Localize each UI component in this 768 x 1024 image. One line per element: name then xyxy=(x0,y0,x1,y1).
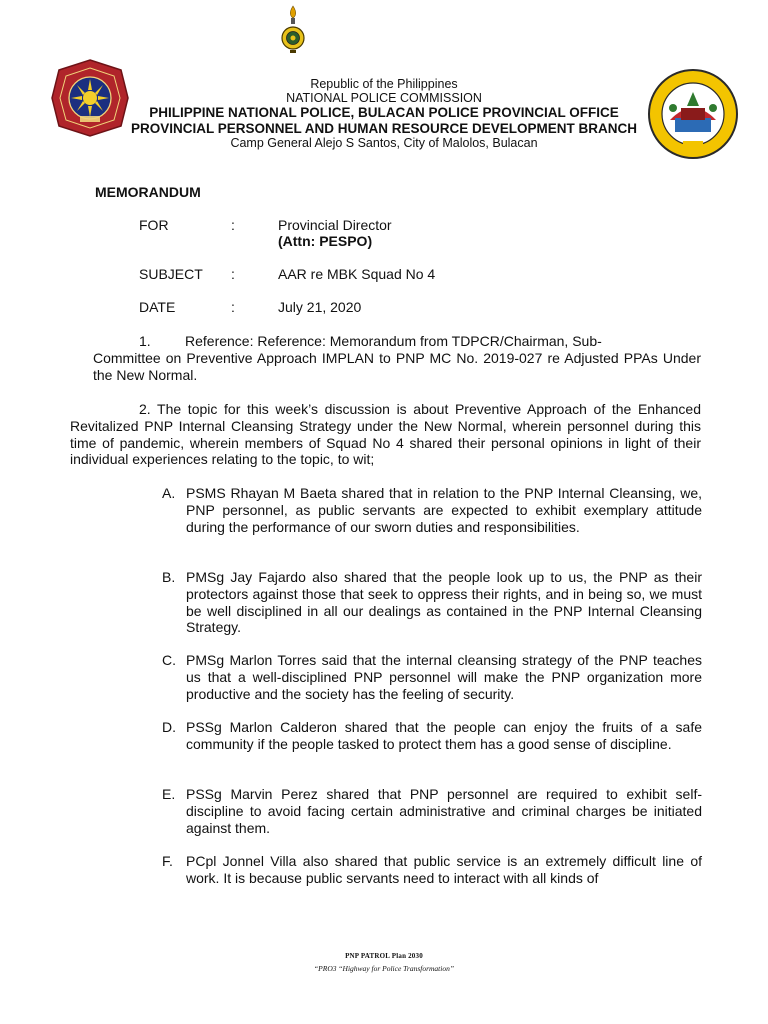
list-item-text: PSSg Marlon Calderon shared that the people can enjoy the fruits of a safe community if the people tasked to protect them has a good sense of discipline. xyxy=(186,719,702,752)
header-republic: Republic of the Philippines xyxy=(310,77,458,91)
for-colon: : xyxy=(231,217,235,233)
footer-tagline: “PRO3 “Highway for Police Transformation” xyxy=(313,964,454,973)
header-address: Camp General Alejo S Santos, City of Malolos, Bulacan xyxy=(230,136,538,150)
paragraph-1-rest: Committee on Preventive Approach IMPLAN to PNP MC No. 2019-027 re Adjusted PPAs Under the New Normal. xyxy=(93,350,701,383)
list-item-text: PSSg Marvin Perez shared that PNP personnel are required to exhibit self-discipline to avoid facing certain administrative and criminal charges be initiated against them. xyxy=(186,786,702,836)
list-item-letter: C. xyxy=(162,652,176,668)
list-item-letter: F. xyxy=(162,853,173,869)
header-branch: PROVINCIAL PERSONNEL AND HUMAN RESOURCE DEVELOPMENT BRANCH xyxy=(130,121,638,136)
for-label: FOR xyxy=(139,217,169,233)
subject-value: AAR re MBK Squad No 4 xyxy=(278,266,436,282)
date-colon: : xyxy=(231,299,235,315)
for-value: Provincial Director xyxy=(278,217,392,233)
subject-colon: : xyxy=(231,266,235,282)
paragraph-1-number: 1. xyxy=(139,333,151,349)
memo-title: MEMORANDUM xyxy=(95,184,201,200)
list-item-letter: A. xyxy=(162,485,176,501)
date-label: DATE xyxy=(139,299,176,315)
list-item-text: PMSg Marlon Torres said that the internal cleansing strategy of the PNP teaches us that a well-disciplined PNP personnel will make the PNP organization more productive and the society has the feeling of security. xyxy=(186,652,702,702)
footer-plan: PNP PATROL Plan 2030 xyxy=(345,952,423,960)
for-attn: (Attn: PESPO) xyxy=(278,233,373,249)
paragraph-1-first-line: Reference: Reference: Memorandum from TDPCR/Chairman, Sub- xyxy=(185,333,602,349)
header-pnp-office: PHILIPPINE NATIONAL POLICE, BULACAN POLICE PROVINCIAL OFFICE xyxy=(149,105,619,120)
date-value: July 21, 2020 xyxy=(278,299,362,315)
list-item-letter: D. xyxy=(162,719,176,735)
subject-label: SUBJECT xyxy=(139,266,203,282)
torch-emblem-icon xyxy=(280,4,306,54)
paragraph-2: 2. The topic for this week’s discussion is about Preventive Approach of the Enhanced Revitalized PNP Internal Cleansing Strategy under the New Normal, wherein personnel during this time of pandemic, wherein members of Squad No 4 shared their personal opinions in light of their individual experiences relating to the topic, to wit; xyxy=(70,401,701,468)
list-item-letter: B. xyxy=(162,569,176,585)
list-item-letter: E. xyxy=(162,786,176,802)
list-item-text: PCpl Jonnel Villa also shared that public service is an extremely difficult line of work. It is because public servants need to interact with all kinds of xyxy=(186,853,702,886)
header-napolcom: NATIONAL POLICE COMMISSION xyxy=(286,91,482,105)
list-item-text: PMSg Jay Fajardo also shared that the people look up to us, the PNP as their protectors against those that seek to oppress their rights, and in being so, we must be well disciplined in all our dealings as contained in the PNP Internal Cleansing Strategy. xyxy=(186,569,702,636)
list-item-text: PSMS Rhayan M Baeta shared that in relation to the PNP Internal Cleansing, we, PNP personnel, as public servants are expected to exhibit exemplary attitude during the performance of our sworn duties and responsibilities. xyxy=(186,485,702,535)
